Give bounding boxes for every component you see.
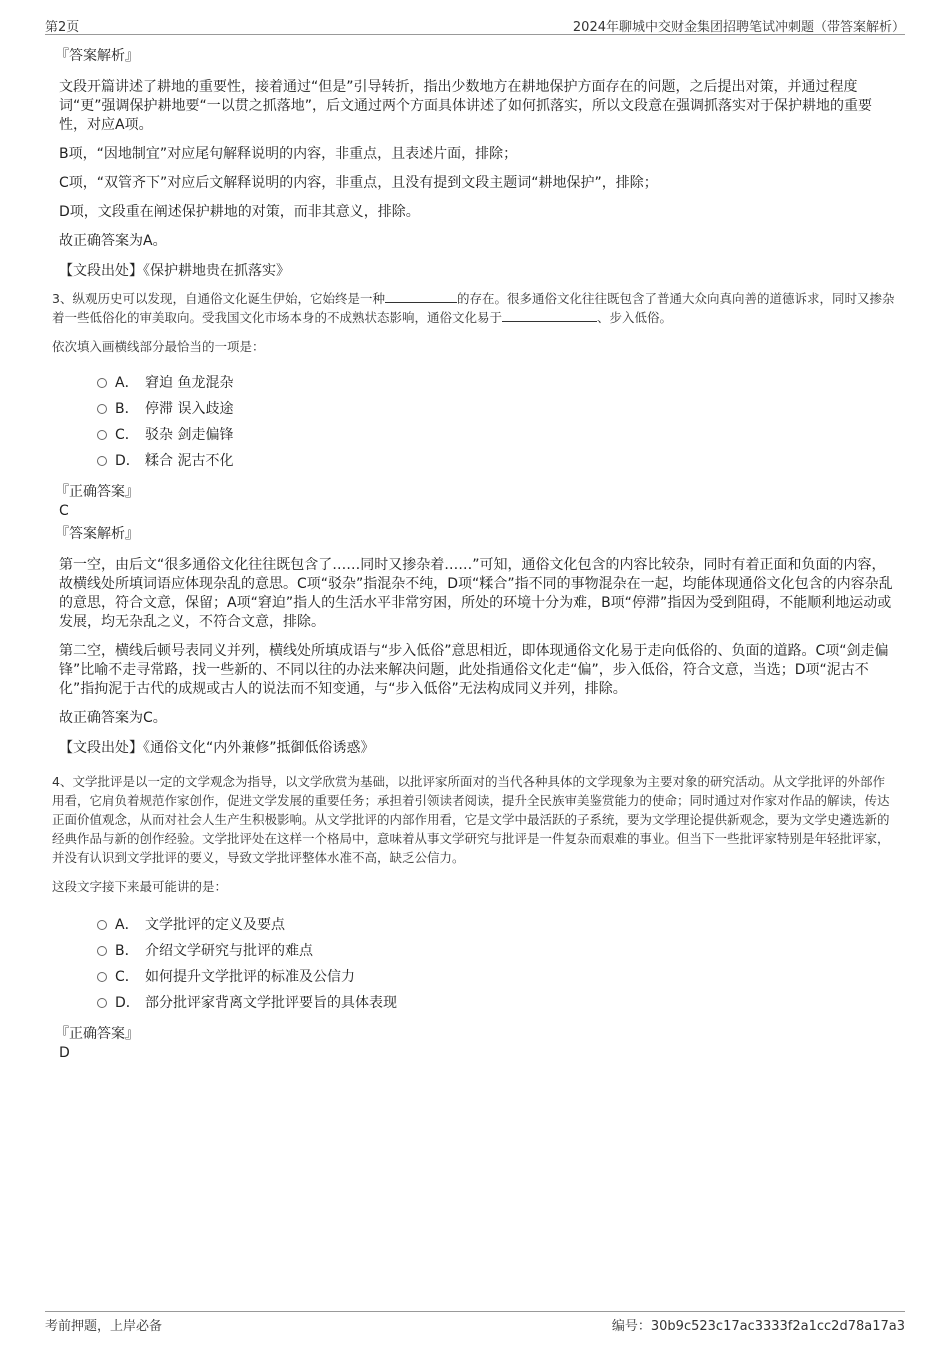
q3-option-d[interactable]: D． 糅合 泥古不化 <box>95 448 895 474</box>
q4-option-b[interactable]: B． 介绍文学研究与批评的难点 <box>95 938 895 964</box>
q4-option-c[interactable]: C． 如何提升文学批评的标准及公信力 <box>95 964 895 990</box>
q3-source: 【文段出处】《通俗文化“内外兼修”抵御低俗诱惑》 <box>59 740 375 756</box>
document-code: 编号：30b9c523c17ac3333f2a1cc2d78a17a3 <box>611 1319 905 1334</box>
radio-icon[interactable] <box>97 946 107 956</box>
q4-options <box>95 912 895 1016</box>
radio-icon[interactable] <box>97 920 107 930</box>
radio-icon[interactable] <box>97 378 107 388</box>
q2-analysis-p5: 故正确答案为A。 <box>59 233 167 249</box>
document-body <box>52 46 895 1062</box>
q2-analysis-p4: D项，文段重在阐述保护耕地的对策，而非其意义，排除。 <box>59 204 420 220</box>
radio-icon[interactable] <box>97 972 107 982</box>
q4-prompt: 这段文字接下来最可能讲的是： <box>52 879 228 894</box>
q3-option-c[interactable]: C． 驳杂 剑走偏锋 <box>95 422 895 448</box>
page-header <box>45 14 905 35</box>
q3-analysis-p3: 故正确答案为C。 <box>59 710 167 726</box>
blank-2 <box>502 309 597 322</box>
correct-label: 『正确答案』 <box>55 1026 139 1042</box>
footer-slogan: 考前押题，上岸必备 <box>45 1319 163 1334</box>
radio-icon[interactable] <box>97 456 107 466</box>
q2-analysis-p1: 文段开篇讲述了耕地的重要性，接着通过“但是”引导转折，指出少数地方在耕地保护方面存在的问题，之后提出对策，并通过程度词“更”强调保护耕地要“一以贯之抓落地”，后文通过两个方面具体讲述了如何抓落实，所以文段意在强调抓落实对于保护耕地的重要性，对应A项。 <box>59 79 873 133</box>
blank-1 <box>385 290 457 303</box>
radio-icon[interactable] <box>97 430 107 440</box>
radio-icon[interactable] <box>97 404 107 414</box>
analysis-label: 『答案解析』 <box>55 48 139 64</box>
q3-option-a[interactable]: A． 窘迫 鱼龙混杂 <box>95 370 895 396</box>
q4-answer: D <box>59 1045 70 1061</box>
radio-icon[interactable] <box>97 998 107 1008</box>
document-title: 2024年聊城中交财金集团招聘笔试冲刺题（带答案解析） <box>572 20 905 35</box>
q4-option-a[interactable]: A． 文学批评的定义及要点 <box>95 912 895 938</box>
q4-stem: 4、文学批评是以一定的文学观念为指导，以文学欣赏为基础，以批评家所面对的当代各种具体的文学现象为主要对象的研究活动。从文学批评的外部作用看，它肩负着规范作家创作，促进文学发展的重要任务；承担着引领读者阅读，提升全民族审美鉴赏能力的使命；同时通过对作家对作品的解读，传达正面价值观念，从而对社会人生产生积极影响。从文学批评的内部作用看，它是文学中最活跃的子系统，要为文学理论提供新观念，要为文学史遴选新的经典作品与新的创作经验。文学批评处在这样一个格局中，意味着从事文学研究与批评是一件复杂而艰难的事业。但当下一些批评家特别是年轻批评家，并没有认识到文学批评的要义，导致文学批评整体水准不高，缺乏公信力。 <box>52 774 890 865</box>
q4-option-d[interactable]: D． 部分批评家背离文学批评要旨的具体表现 <box>95 990 895 1016</box>
analysis-label: 『答案解析』 <box>55 526 139 542</box>
q3-option-b[interactable]: B． 停滞 误入歧途 <box>95 396 895 422</box>
q2-source: 【文段出处】《保护耕地贵在抓落实》 <box>59 263 290 279</box>
q3-analysis-p2: 第二空，横线后顿号表同义并列，横线处所填成语与“步入低俗”意思相近，即体现通俗文化易于走向低俗的、负面的道路。C项“剑走偏锋”比喻不走寻常路，找一些新的、不同以往的办法来解决问题，此处指通俗文化走“偏”，步入低俗，符合文意，当选；D项“泥古不化”指拘泥于古代的成规或古人的说法而不知变通，与“步入低俗”无法构成同义并列，排除。 <box>59 643 889 697</box>
page-footer <box>45 1311 905 1334</box>
page-number: 第2页 <box>45 20 80 35</box>
q3-analysis-p1: 第一空，由后文“很多通俗文化往往既包含了……同时又掺杂着……”可知，通俗文化包含的内容比较杂，同时有着正面和负面的内容，故横线处所填词语应体现杂乱的意思。C项“驳杂”指混杂不纯，D项“糅合”指不同的事物混杂在一起，均能体现通俗文化包含的内容杂乱的意思，符合文意，保留；A项“窘迫”指人的生活水平非常穷困，所处的环境十分为难，B项“停滞”指因为受到阻碍，不能顺利地运动或发展，均无杂乱之义，不符合文意，排除。 <box>59 557 893 630</box>
q3-answer: C <box>59 503 69 519</box>
q3-options <box>95 370 895 474</box>
q2-analysis-p3: C项，“双管齐下”对应后文解释说明的内容，非重点，且没有提到文段主题词“耕地保护”，排除； <box>59 175 658 191</box>
q3-stem: 3、纵观历史可以发现，自通俗文化诞生伊始，它始终是一种 的存在。很多通俗文化往往既包含了普通大众向真向善的道德诉求，同时又掺杂着一些低俗化的审美取向。受我国文化市场本身的不成熟状态影响，通俗文化易于 、步入低俗。 <box>52 291 895 325</box>
q3-prompt: 依次填入画横线部分最恰当的一项是： <box>52 339 265 354</box>
q2-analysis-p2: B项，“因地制宜”对应尾句解释说明的内容，非重点，且表述片面，排除； <box>59 146 518 162</box>
correct-label: 『正确答案』 <box>55 484 139 500</box>
